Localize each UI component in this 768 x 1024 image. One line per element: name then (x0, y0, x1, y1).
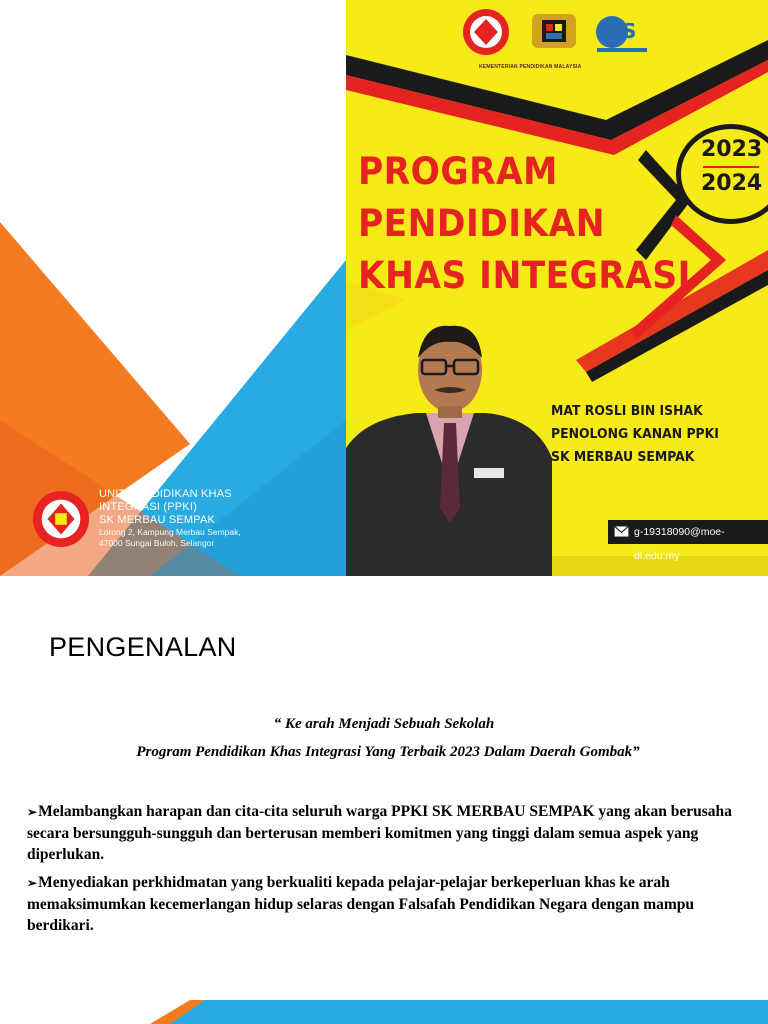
school-logo-icon (32, 490, 90, 548)
unit-name-line2: INTEGRASI (PPKI) (99, 501, 197, 513)
person-school: SK MERBAU SEMPAK (551, 449, 695, 465)
person-photo (346, 318, 552, 576)
school-badge-icon (463, 9, 509, 55)
program-title-line2: PENDIDIKAN (358, 202, 606, 245)
bullet-arrow-icon: ➢ (27, 805, 38, 819)
unit-name-line3: SK MERBAU SEMPAK (99, 514, 216, 526)
email-address: g-19318090@moe-dl.edu.my (634, 526, 725, 562)
svg-text:S: S (622, 19, 637, 43)
program-title (358, 146, 691, 302)
unit-info (32, 488, 332, 558)
email-bar (608, 520, 768, 562)
coat-of-arms-icon (532, 14, 576, 48)
paragraph-text-1: Melambangkan harapan dan cita-cita seluruh warga PPKI SK MERBAU SEMPAK yang akan berusaha secara bersungguh-sungguh dan berterusan memberi komitmen yang tinggi dalam semua aspek yang diperlukan. (27, 803, 732, 863)
program-title-line3: KHAS INTEGRASI (358, 254, 691, 297)
unit-name-line1: UNIT PENDIDIKAN KHAS (99, 488, 232, 500)
year-separator (703, 166, 759, 168)
year-end: 2024 (701, 171, 763, 196)
email-icon (614, 526, 629, 537)
paragraph-text-2: Menyediakan perkhidmatan yang berkualiti kepada pelajar-pelajar berkeperluan khas ke arah memaksimumkan kecemerlangan hidup selaras dengan Falsafah Pendidikan Negara dengan mampu berdikari. (27, 874, 695, 934)
unit-address-line2: 47000 Sungai Buloh, Selangor (99, 538, 215, 548)
footer-decoration (0, 1000, 768, 1024)
ministry-logos (462, 8, 658, 56)
ministry-name: KEMENTERIAN PENDIDIKAN MALAYSIA (479, 64, 582, 70)
person-info (551, 400, 719, 469)
moe-logo-icon (596, 16, 647, 52)
program-poster (346, 0, 768, 576)
bullet-paragraph-1 (27, 801, 737, 865)
unit-address-line1: Lorong 2, Kampung Merbau Sempak, (99, 527, 241, 537)
bullet-paragraph-2 (27, 872, 737, 936)
year-start: 2023 (701, 137, 763, 162)
person-name: MAT ROSLI BIN ISHAK (551, 403, 703, 419)
program-title-line1: PROGRAM (358, 150, 558, 193)
vision-quote-line1: “ Ke arah Menjadi Sebuah Sekolah (273, 716, 495, 732)
person-role: PENOLONG KANAN PPKI (551, 426, 719, 442)
vision-quote-line2: Program Pendidikan Khas Integrasi Yang Terbaik 2023 Dalam Daerah Gombak” (136, 744, 640, 760)
section-heading: PENGENALAN (49, 632, 237, 662)
bullet-arrow-icon: ➢ (27, 876, 38, 890)
